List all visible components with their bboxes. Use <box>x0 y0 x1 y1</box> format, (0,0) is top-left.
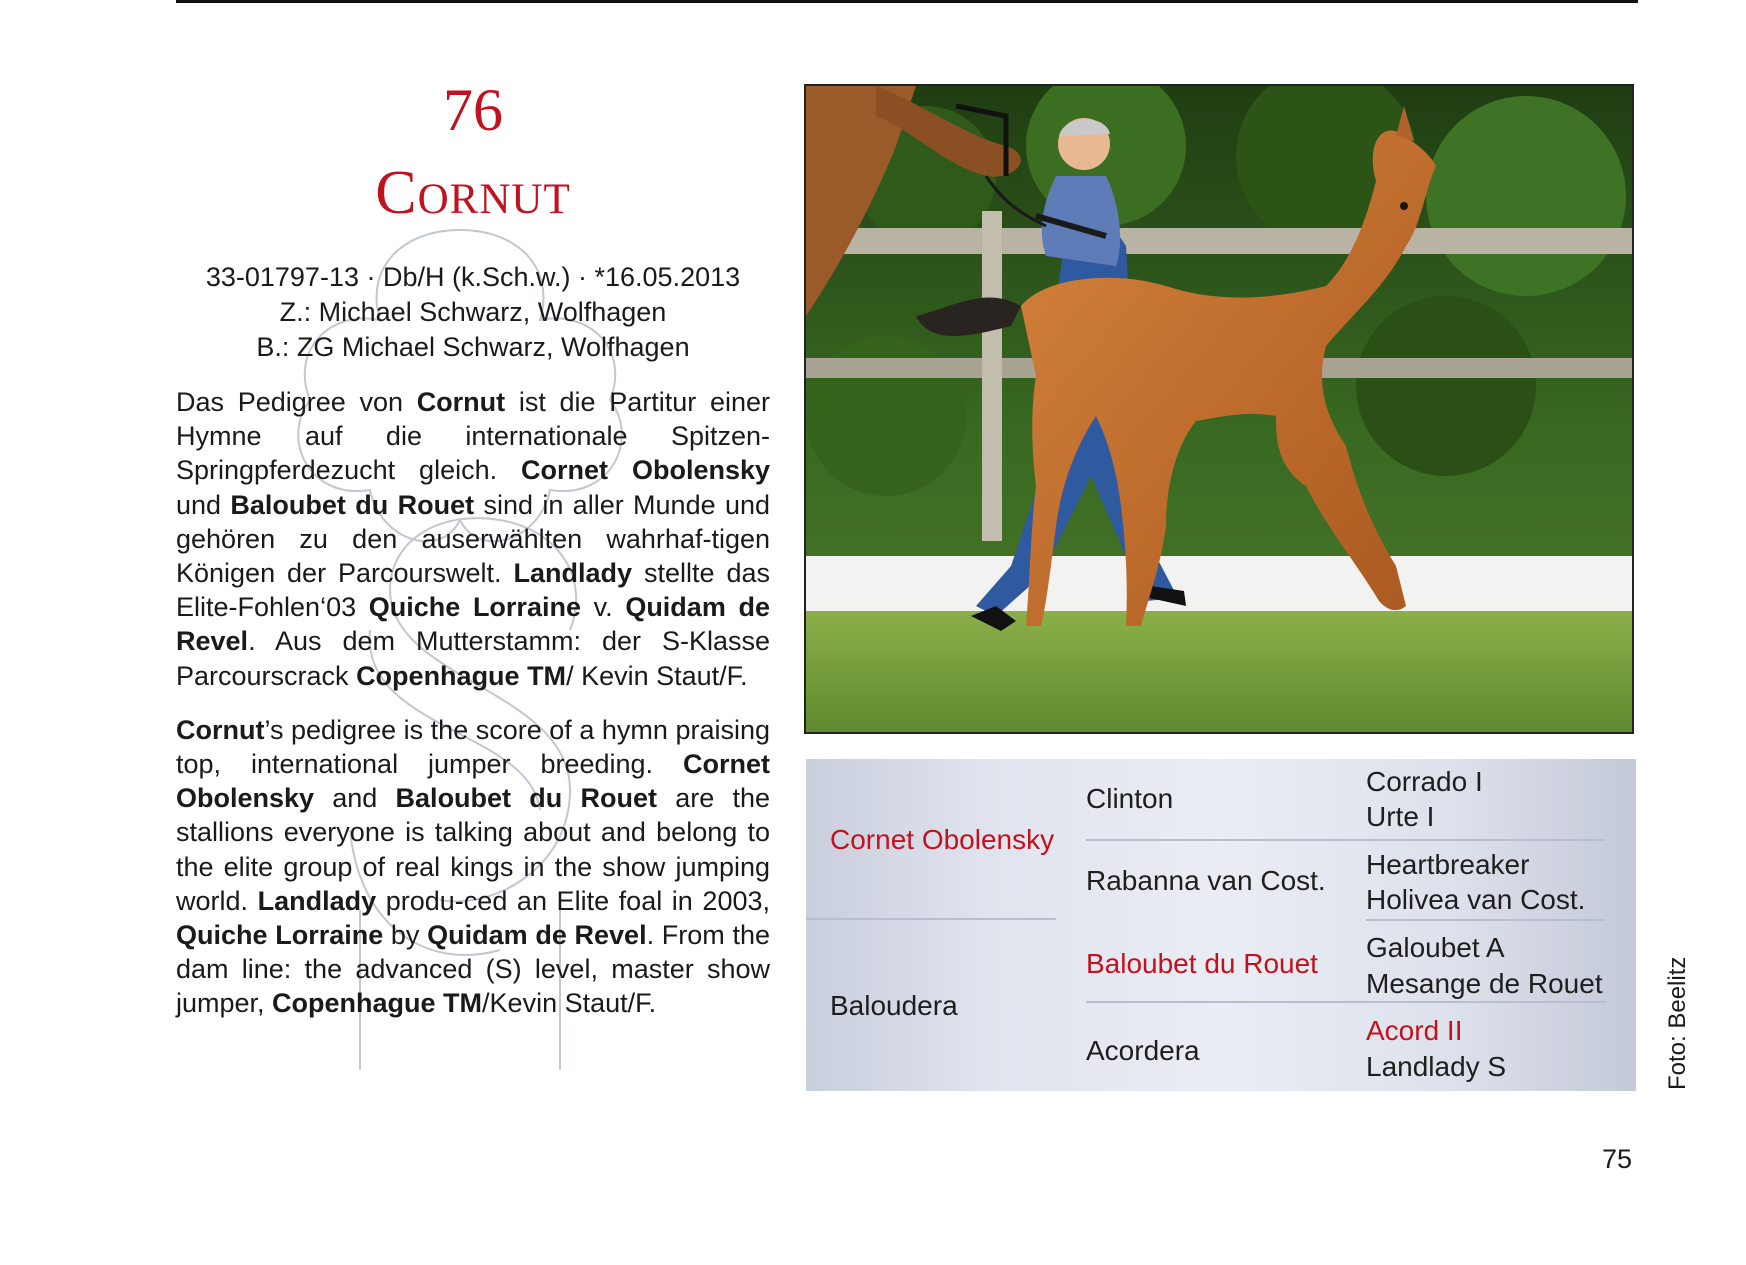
description-english: Cornut’s pedigree is the score of a hymn praising top, international jumper breeding. Cornet Obolensky and Baloubet du Rouet are the stallions everyone is talking about and belong to the elite group of real kings in the show jumping world. Landlady produ-ced an Elite foal in 2003, Quiche Lorraine by Quidam de Revel. From the dam line: the advanced (S) level, master show jumper, Copenhague TM/Kevin Staut/F. <box>176 714 770 1019</box>
pedigree-sire: Cornet Obolensky <box>830 824 1055 855</box>
pedigree-dam-dam-dam: Landlady S <box>1366 1051 1507 1082</box>
horse-name: Cornut <box>375 159 571 227</box>
left-column <box>176 70 770 1021</box>
pedigree-sire-dam-sire: Heartbreaker <box>1366 849 1530 880</box>
registration-line: 33-01797-13 · Db/H (k.Sch.w.) · *16.05.2013 <box>205 262 741 292</box>
pedigree-sire-dam-dam: Holivea van Cost. <box>1366 884 1586 915</box>
horse-meta <box>176 260 770 365</box>
page-number: 75 <box>1602 1144 1633 1174</box>
pedigree-divider <box>1086 839 1606 841</box>
lot-number: 76 <box>443 77 503 143</box>
pedigree-sire-dam: Rabanna van Cost. <box>1086 865 1326 896</box>
foal-photo-illustration <box>806 86 1632 732</box>
pedigree-sire-sire-dam: Urte I <box>1366 801 1435 832</box>
pedigree-table <box>806 759 1636 1091</box>
owner-line: B.: ZG Michael Schwarz, Wolfhagen <box>256 332 690 362</box>
top-rule <box>176 0 1638 3</box>
photo-credit: Foto: Beelitz <box>1664 956 1691 1090</box>
breeder-line: Z.: Michael Schwarz, Wolfhagen <box>279 297 667 327</box>
pedigree-dam-sire-dam: Mesange de Rouet <box>1366 968 1603 999</box>
pedigree-dam-dam: Acordera <box>1086 1035 1200 1066</box>
pedigree-dam: Baloudera <box>830 990 958 1021</box>
pedigree-divider <box>806 918 1056 920</box>
pedigree-dam-dam-sire: Acord II <box>1366 1015 1463 1046</box>
pedigree-dam-sire-sire: Galoubet A <box>1366 932 1505 963</box>
pedigree-sire-sire-sire: Corrado I <box>1366 766 1483 797</box>
horse-photo <box>804 84 1634 734</box>
pedigree-dam-sire: Baloubet du Rouet <box>1086 948 1318 979</box>
description-german: Das Pedigree von Cornut ist die Partitur einer Hymne auf die internationale Spitzen-Springpferdezucht gleich. Cornet Obolensky und Baloubet du Rouet sind in aller Munde und gehören zu den auserwählten wahrhaf-tigen Königen der Parcourswelt. Landlady stellte das Elite-Fohlen‘03 Quiche Lorraine v. Quidam de Revel. Aus dem Mutterstamm: der S-Klasse Parcourscrack Copenhague TM/ Kevin Staut/F. <box>176 387 771 691</box>
pedigree-divider <box>1366 919 1606 921</box>
pedigree-sire-sire: Clinton <box>1086 783 1174 814</box>
